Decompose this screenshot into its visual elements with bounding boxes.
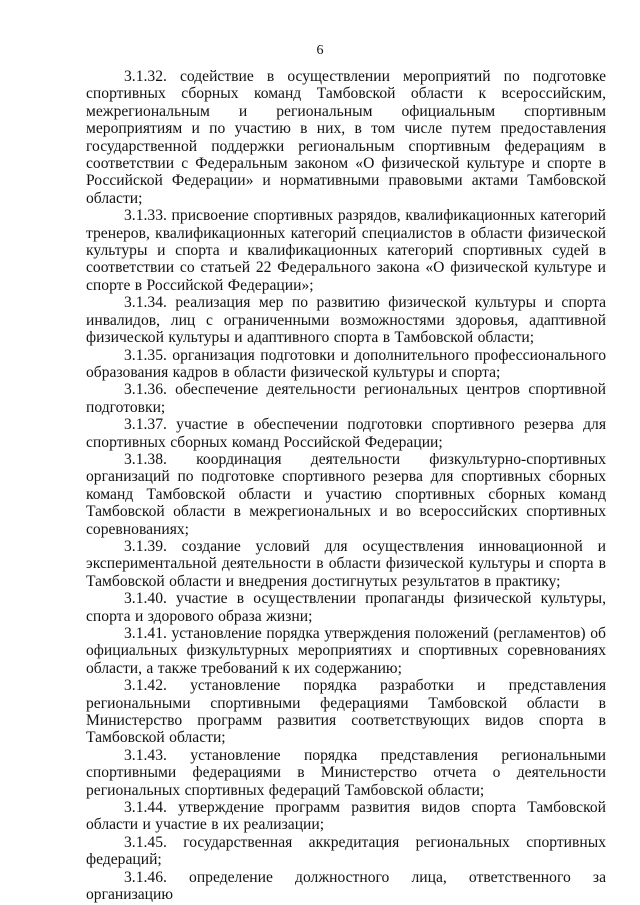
paragraph: 3.1.33. присвоение спортивных разрядов, квалификационных категорий тренеров, квалификационных категорий специалистов в области физической культуры и спорта и квалификационных категорий спортивных судей в соответствии со статьей 22 Федерального закона «О физической культуре и спорте в Российской Федерации»; [86,207,606,294]
paragraph: 3.1.42. установление порядка разработки и представления региональными спортивными федерациями Тамбовской области в Министерство программ развития соответствующих видов спорта в Тамбовской области; [86,677,606,747]
paragraph: 3.1.40. участие в осуществлении пропаганды физической культуры, спорта и здорового образа жизни; [86,590,606,625]
paragraph: 3.1.43. установление порядка представления региональными спортивными федерациями в Министерство отчета о деятельности региональных спортивных федераций Тамбовской области; [86,746,606,799]
paragraph: 3.1.41. установление порядка утверждения положений (регламентов) об официальных физкультурных мероприятиях и спортивных соревнованиях области, а также требований к их содержанию; [86,625,606,677]
paragraph: 3.1.36. обеспечение деятельности региональных центров спортивной подготовки; [86,381,606,416]
paragraph: 3.1.45. государственная аккредитация региональных спортивных федераций; [86,833,606,869]
page-number: 6 [316,43,324,58]
paragraph: 3.1.46. определение должностного лица, ответственного за организацию [86,868,606,904]
document-body [86,68,606,904]
paragraph: 3.1.44. утверждение программ развития видов спорта Тамбовской области и участие в их реализации; [86,799,606,834]
paragraph: 3.1.34. реализация мер по развитию физической культуры и спорта инвалидов, лиц с ограниченными возможностями здоровья, адаптивной физической культуры и адаптивного спорта в Тамбовской области; [86,294,606,347]
paragraph: 3.1.32. содействие в осуществлении мероприятий по подготовке спортивных сборных команд Тамбовской области к всероссийским, межрегиональным и региональным официальным спортивным мероприятиям и по участию в них, в том числе путем предоставления государственной поддержки региональным спортивным федерациям в соответствии с Федеральным законом «О физической культуре и спорте в Российской Федерации» и нормативными правовыми актами Тамбовской области; [86,68,606,207]
paragraph: 3.1.38. координация деятельности физкультурно-спортивных организаций по подготовке спортивного резерва для спортивных сборных команд Тамбовской области и участию спортивных сборных команд Тамбовской области в межрегиональных и во всероссийских спортивных соревнованиях; [86,450,606,538]
paragraph: 3.1.35. организация подготовки и дополнительного профессионального образования кадров в области физической культуры и спорта; [86,346,606,381]
paragraph: 3.1.39. создание условий для осуществления инновационной и экспериментальной деятельности в области физической культуры и спорта в Тамбовской области и внедрения достигнутых результатов в практику; [86,537,606,590]
paragraph: 3.1.37. участие в обеспечении подготовки спортивного резерва для спортивных сборных команд Российской Федерации; [86,416,606,451]
